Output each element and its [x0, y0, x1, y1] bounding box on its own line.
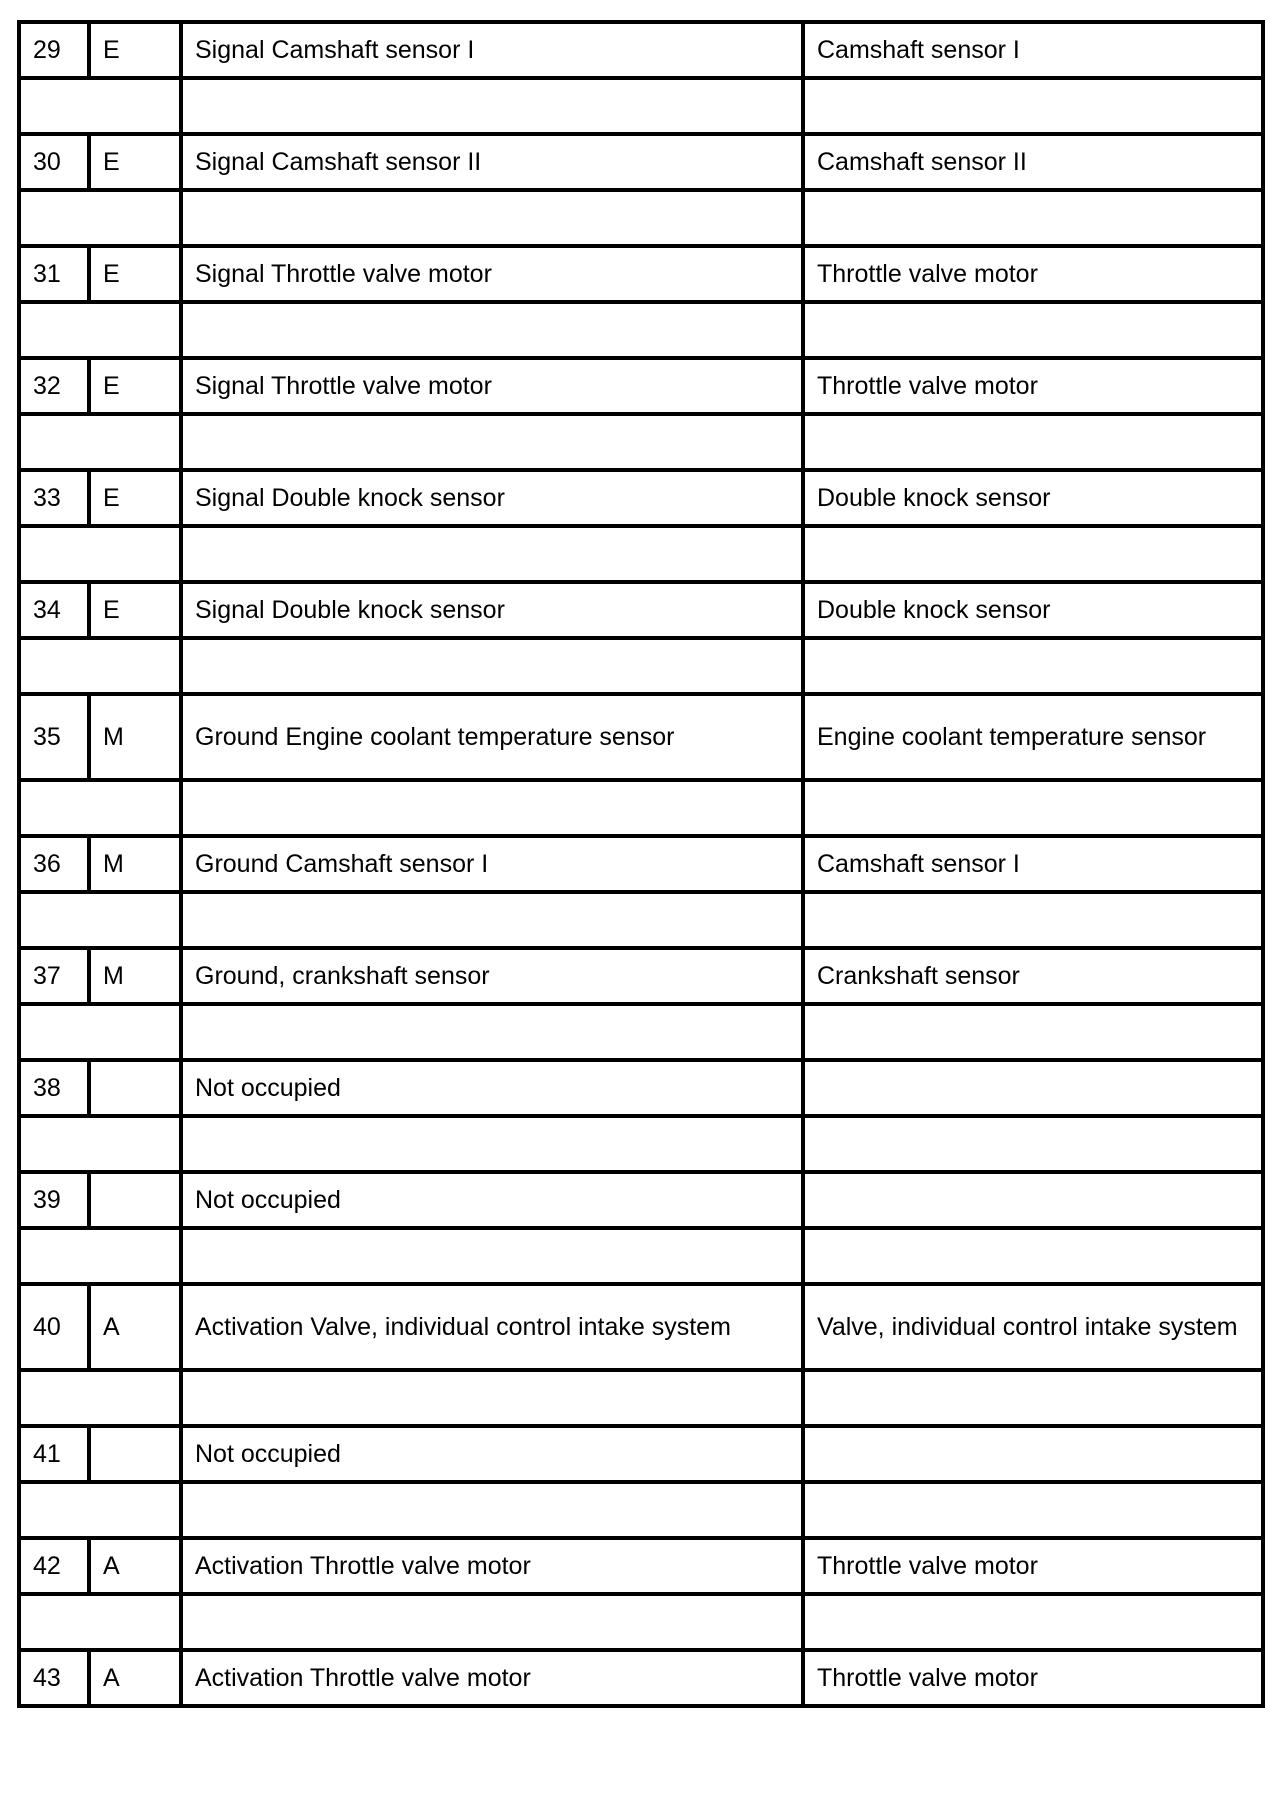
spacer-cell [19, 414, 181, 470]
spacer-cell [19, 302, 181, 358]
spacer-cell [803, 1482, 1263, 1538]
pin-assignment-table [17, 20, 1265, 1708]
pin-function: Signal Throttle valve motor [181, 246, 803, 302]
spacer-row [19, 1228, 1263, 1284]
pin-function: Ground, crankshaft sensor [181, 948, 803, 1004]
pin-number: 36 [19, 836, 89, 892]
pin-function: Signal Double knock sensor [181, 470, 803, 526]
pin-function: Activation Throttle valve motor [181, 1650, 803, 1706]
pin-number: 30 [19, 134, 89, 190]
spacer-cell [803, 414, 1263, 470]
pin-component: Throttle valve motor [803, 246, 1263, 302]
spacer-cell [181, 638, 803, 694]
spacer-cell [803, 1370, 1263, 1426]
spacer-row [19, 638, 1263, 694]
table-row [19, 1650, 1263, 1706]
pin-number: 34 [19, 582, 89, 638]
signal-type: E [89, 358, 181, 414]
pin-component: Double knock sensor [803, 582, 1263, 638]
spacer-cell [803, 1116, 1263, 1172]
spacer-cell [19, 1004, 181, 1060]
pin-component: Crankshaft sensor [803, 948, 1263, 1004]
table-row [19, 582, 1263, 638]
signal-type: A [89, 1650, 181, 1706]
spacer-cell [19, 78, 181, 134]
spacer-cell [19, 780, 181, 836]
spacer-row [19, 1004, 1263, 1060]
spacer-cell [803, 1004, 1263, 1060]
spacer-cell [181, 1228, 803, 1284]
spacer-cell [803, 892, 1263, 948]
pin-component: Camshaft sensor I [803, 836, 1263, 892]
spacer-cell [181, 414, 803, 470]
pin-function: Ground Camshaft sensor I [181, 836, 803, 892]
pin-component [803, 1172, 1263, 1228]
pin-function: Signal Camshaft sensor II [181, 134, 803, 190]
spacer-cell [19, 1482, 181, 1538]
spacer-cell [19, 1228, 181, 1284]
pin-function: Ground Engine coolant temperature sensor [181, 694, 803, 780]
pin-function: Not occupied [181, 1060, 803, 1116]
signal-type: E [89, 134, 181, 190]
table-row [19, 470, 1263, 526]
table-row [19, 948, 1263, 1004]
spacer-row [19, 780, 1263, 836]
spacer-cell [803, 526, 1263, 582]
signal-type [89, 1172, 181, 1228]
spacer-cell [181, 1116, 803, 1172]
spacer-cell [19, 190, 181, 246]
signal-type: E [89, 246, 181, 302]
table-row [19, 358, 1263, 414]
spacer-cell [803, 190, 1263, 246]
signal-type [89, 1426, 181, 1482]
table-row [19, 1538, 1263, 1594]
table-row [19, 1060, 1263, 1116]
signal-type: A [89, 1284, 181, 1370]
spacer-cell [803, 1594, 1263, 1650]
pin-number: 33 [19, 470, 89, 526]
pin-component [803, 1060, 1263, 1116]
signal-type [89, 1060, 181, 1116]
pin-function: Not occupied [181, 1172, 803, 1228]
pin-number: 43 [19, 1650, 89, 1706]
pin-component: Valve, individual control intake system [803, 1284, 1263, 1370]
spacer-cell [181, 190, 803, 246]
spacer-cell [19, 1116, 181, 1172]
pin-number: 31 [19, 246, 89, 302]
pin-number: 35 [19, 694, 89, 780]
spacer-row [19, 1370, 1263, 1426]
pin-function: Signal Camshaft sensor I [181, 22, 803, 78]
spacer-cell [181, 780, 803, 836]
pin-component: Camshaft sensor I [803, 22, 1263, 78]
pin-function: Signal Throttle valve motor [181, 358, 803, 414]
signal-type: E [89, 470, 181, 526]
spacer-cell [803, 780, 1263, 836]
spacer-cell [181, 1370, 803, 1426]
table-row [19, 22, 1263, 78]
table-row [19, 1426, 1263, 1482]
pin-component: Camshaft sensor II [803, 134, 1263, 190]
pin-number: 38 [19, 1060, 89, 1116]
pin-function: Activation Valve, individual control intake system [181, 1284, 803, 1370]
spacer-row [19, 78, 1263, 134]
pin-function: Not occupied [181, 1426, 803, 1482]
spacer-cell [19, 1594, 181, 1650]
spacer-cell [181, 1482, 803, 1538]
signal-type: M [89, 948, 181, 1004]
spacer-row [19, 302, 1263, 358]
pin-component: Throttle valve motor [803, 1538, 1263, 1594]
spacer-row [19, 190, 1263, 246]
signal-type: E [89, 582, 181, 638]
signal-type: M [89, 836, 181, 892]
spacer-cell [181, 1004, 803, 1060]
spacer-cell [803, 638, 1263, 694]
signal-type: M [89, 694, 181, 780]
spacer-cell [803, 1228, 1263, 1284]
table-row [19, 1284, 1263, 1370]
pin-number: 39 [19, 1172, 89, 1228]
spacer-cell [19, 892, 181, 948]
pin-component: Throttle valve motor [803, 358, 1263, 414]
table-row [19, 246, 1263, 302]
spacer-row [19, 1594, 1263, 1650]
spacer-cell [19, 526, 181, 582]
pin-component: Engine coolant temperature sensor [803, 694, 1263, 780]
pin-number: 29 [19, 22, 89, 78]
pin-component: Double knock sensor [803, 470, 1263, 526]
spacer-cell [803, 302, 1263, 358]
pin-number: 42 [19, 1538, 89, 1594]
pin-function: Activation Throttle valve motor [181, 1538, 803, 1594]
spacer-row [19, 414, 1263, 470]
spacer-row [19, 1116, 1263, 1172]
pin-function: Signal Double knock sensor [181, 582, 803, 638]
spacer-cell [181, 1594, 803, 1650]
spacer-row [19, 526, 1263, 582]
spacer-cell [19, 1370, 181, 1426]
spacer-cell [803, 78, 1263, 134]
pin-component [803, 1426, 1263, 1482]
signal-type: A [89, 1538, 181, 1594]
pin-component: Throttle valve motor [803, 1650, 1263, 1706]
spacer-cell [19, 638, 181, 694]
pin-number: 32 [19, 358, 89, 414]
spacer-cell [181, 892, 803, 948]
spacer-cell [181, 78, 803, 134]
pin-number: 40 [19, 1284, 89, 1370]
table-row [19, 1172, 1263, 1228]
spacer-row [19, 892, 1263, 948]
spacer-cell [181, 526, 803, 582]
table-row [19, 836, 1263, 892]
pin-number: 37 [19, 948, 89, 1004]
table-row [19, 694, 1263, 780]
signal-type: E [89, 22, 181, 78]
spacer-row [19, 1482, 1263, 1538]
pin-number: 41 [19, 1426, 89, 1482]
table-row [19, 134, 1263, 190]
spacer-cell [181, 302, 803, 358]
